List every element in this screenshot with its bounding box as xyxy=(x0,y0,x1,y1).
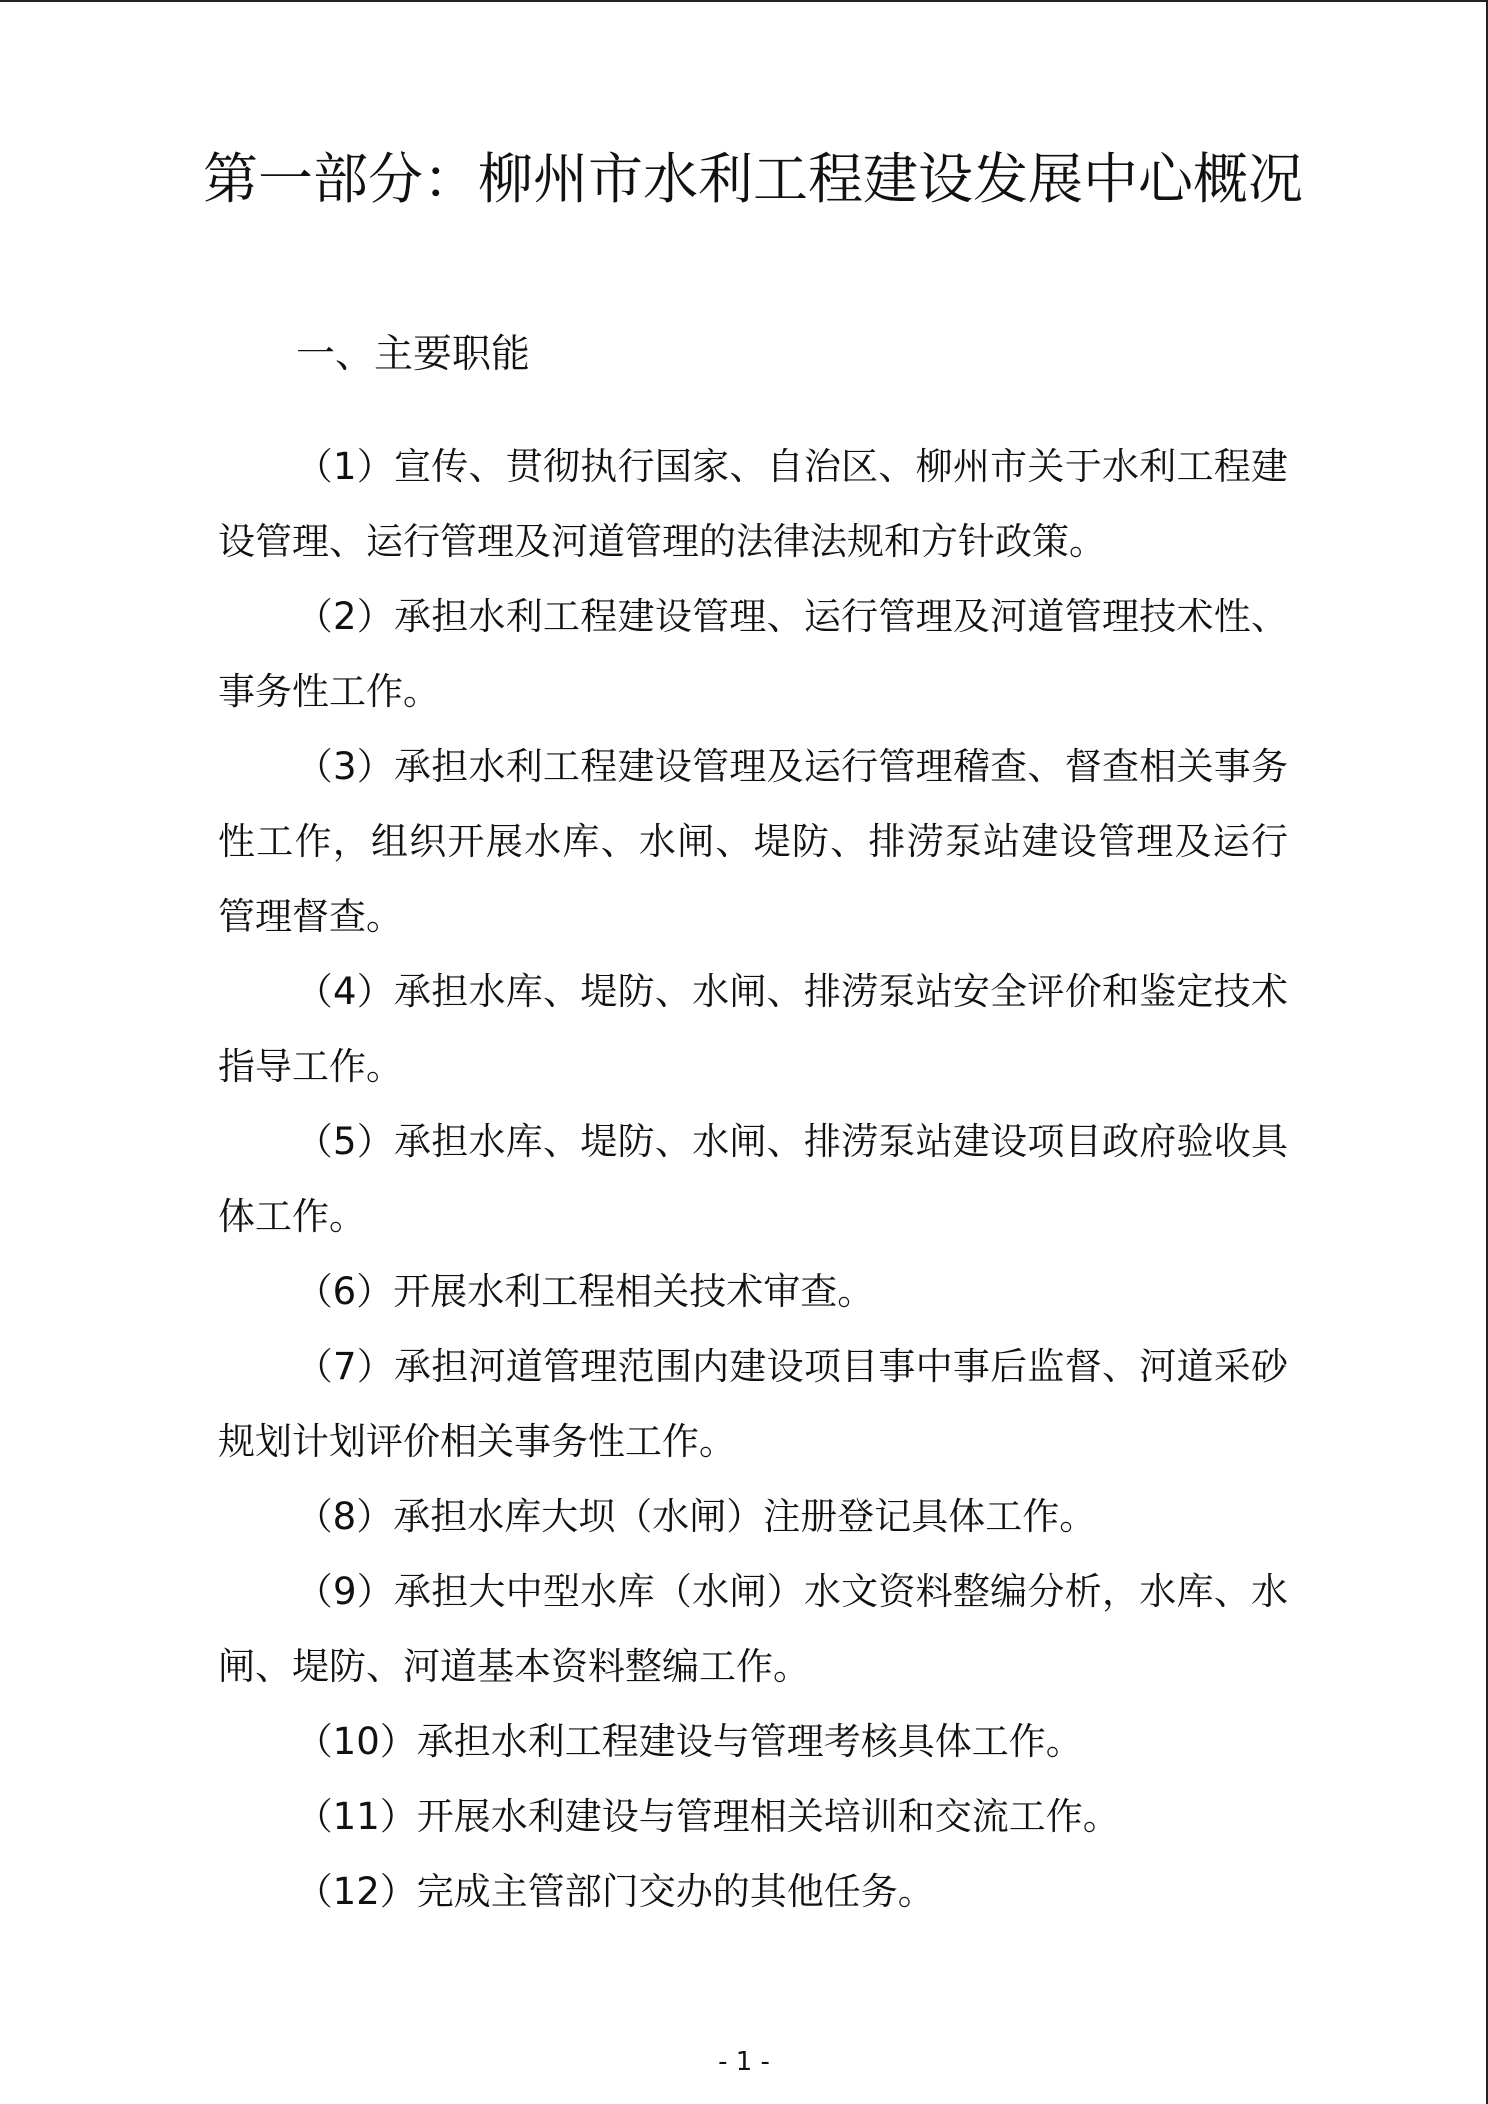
duty-item-11: （11）开展水利建设与管理相关培训和交流工作。 xyxy=(295,1795,1120,1838)
duty-item-2: （2）承担水利工程建设管理、运行管理及河道管理技术性、事务性工作。 xyxy=(218,595,1288,713)
duty-item-4: （4）承担水库、堤防、水闸、排涝泵站安全评价和鉴定技术指导工作。 xyxy=(218,970,1288,1088)
page-number: - 1 - xyxy=(718,2047,770,2077)
duty-item-5: （5）承担水库、堤防、水闸、排涝泵站建设项目政府验收具体工作。 xyxy=(218,1120,1288,1238)
duty-item-12: （12）完成主管部门交办的其他任务。 xyxy=(295,1870,935,1913)
duties-list xyxy=(218,429,1288,1929)
page-border-top xyxy=(0,0,1488,2)
section-heading: 一、主要职能 xyxy=(296,332,531,377)
document-title: 第一部分：柳州市水利工程建设发展中心概况 xyxy=(202,147,1303,211)
duty-item-10: （10）承担水利工程建设与管理考核具体工作。 xyxy=(295,1720,1083,1763)
duty-item-6: （6）开展水利工程相关技术审查。 xyxy=(295,1270,875,1313)
duty-item-9: （9）承担大中型水库（水闸）水文资料整编分析，水库、水闸、堤防、河道基本资料整编工作。 xyxy=(218,1570,1288,1688)
duty-item-3: （3）承担水利工程建设管理及运行管理稽查、督查相关事务性工作，组织开展水库、水闸、堤防、排涝泵站建设管理及运行管理督查。 xyxy=(218,745,1288,938)
duty-item-7: （7）承担河道管理范围内建设项目事中事后监督、河道采砂规划计划评价相关事务性工作。 xyxy=(218,1345,1288,1463)
duty-item-8: （8）承担水库大坝（水闸）注册登记具体工作。 xyxy=(295,1495,1097,1538)
duty-item-1: （1）宣传、贯彻执行国家、自治区、柳州市关于水利工程建设管理、运行管理及河道管理的法律法规和方针政策。 xyxy=(218,445,1288,563)
